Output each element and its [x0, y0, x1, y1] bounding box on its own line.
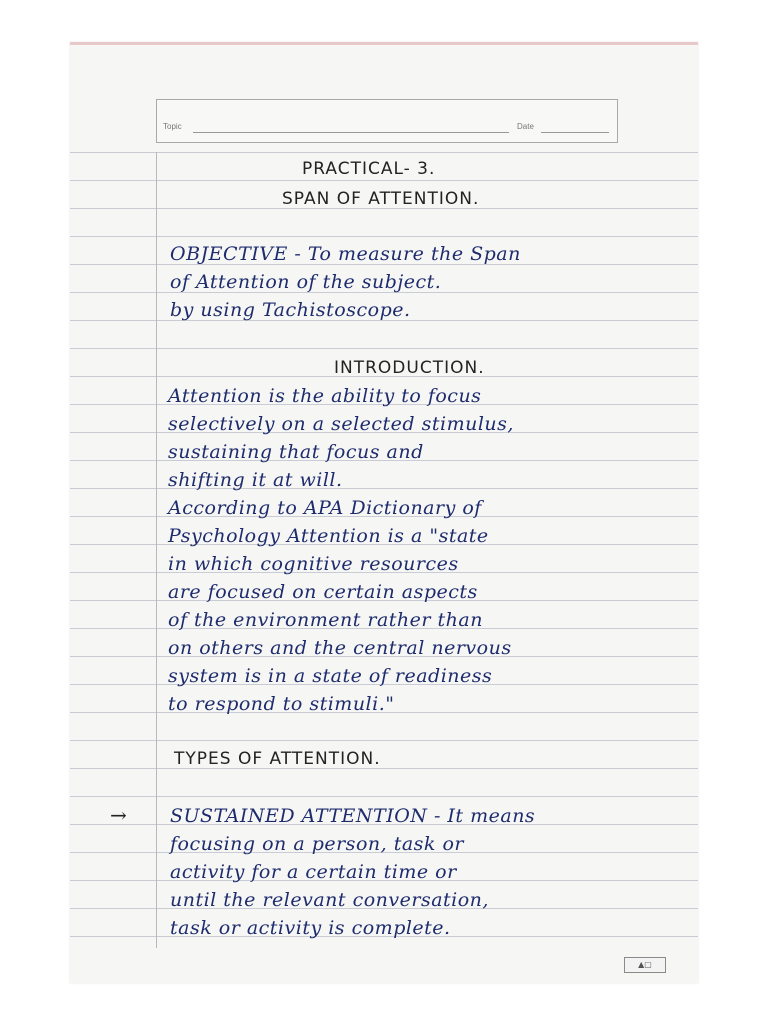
topic-title: SPAN OF ATTENTION.: [282, 189, 480, 209]
objective-line: OBJECTIVE - To measure the Span: [170, 243, 521, 265]
notebook-logo-icon: ▲▢: [624, 957, 666, 973]
intro-line: shifting it at will.: [168, 469, 343, 491]
intro-line: on others and the central nervous: [168, 637, 512, 659]
ruled-line: [70, 768, 698, 769]
intro-line: According to APA Dictionary of: [168, 497, 482, 519]
ruled-line: [70, 796, 698, 797]
margin-line: [156, 152, 157, 948]
intro-line: to respond to stimuli.": [168, 693, 395, 715]
ruled-line: [70, 152, 698, 153]
date-line: [541, 132, 609, 133]
objective-line: by using Tachistoscope.: [170, 299, 411, 321]
topic-line: [193, 132, 509, 133]
sustained-line: focusing on a person, task or: [170, 833, 464, 855]
ruled-line: [70, 740, 698, 741]
sustained-line: activity for a certain time or: [170, 861, 457, 883]
ruled-line: [70, 488, 698, 489]
intro-line: in which cognitive resources: [168, 553, 459, 575]
intro-line: Psychology Attention is a "state: [168, 525, 489, 547]
introduction-heading: INTRODUCTION.: [334, 358, 485, 378]
date-label: Date: [517, 122, 534, 131]
notebook-page: [70, 42, 698, 983]
objective-line: of Attention of the subject.: [170, 271, 442, 293]
sustained-line: until the relevant conversation,: [170, 889, 489, 911]
sustained-line: task or activity is complete.: [170, 917, 451, 939]
arrow-icon: →: [110, 803, 128, 827]
topic-label: Topic: [163, 122, 182, 131]
intro-line: sustaining that focus and: [168, 441, 424, 463]
types-heading: TYPES OF ATTENTION.: [174, 749, 381, 769]
intro-line: of the environment rather than: [168, 609, 483, 631]
intro-line: selectively on a selected stimulus,: [168, 413, 514, 435]
sustained-line: SUSTAINED ATTENTION - It means: [170, 805, 536, 827]
intro-line: Attention is the ability to focus: [168, 385, 482, 407]
header-box: [156, 99, 618, 143]
ruled-line: [70, 236, 698, 237]
intro-line: system is in a state of readiness: [168, 665, 493, 687]
ruled-line: [70, 348, 698, 349]
practical-title: PRACTICAL- 3.: [302, 159, 436, 179]
ruled-line: [70, 180, 698, 181]
intro-line: are focused on certain aspects: [168, 581, 478, 603]
